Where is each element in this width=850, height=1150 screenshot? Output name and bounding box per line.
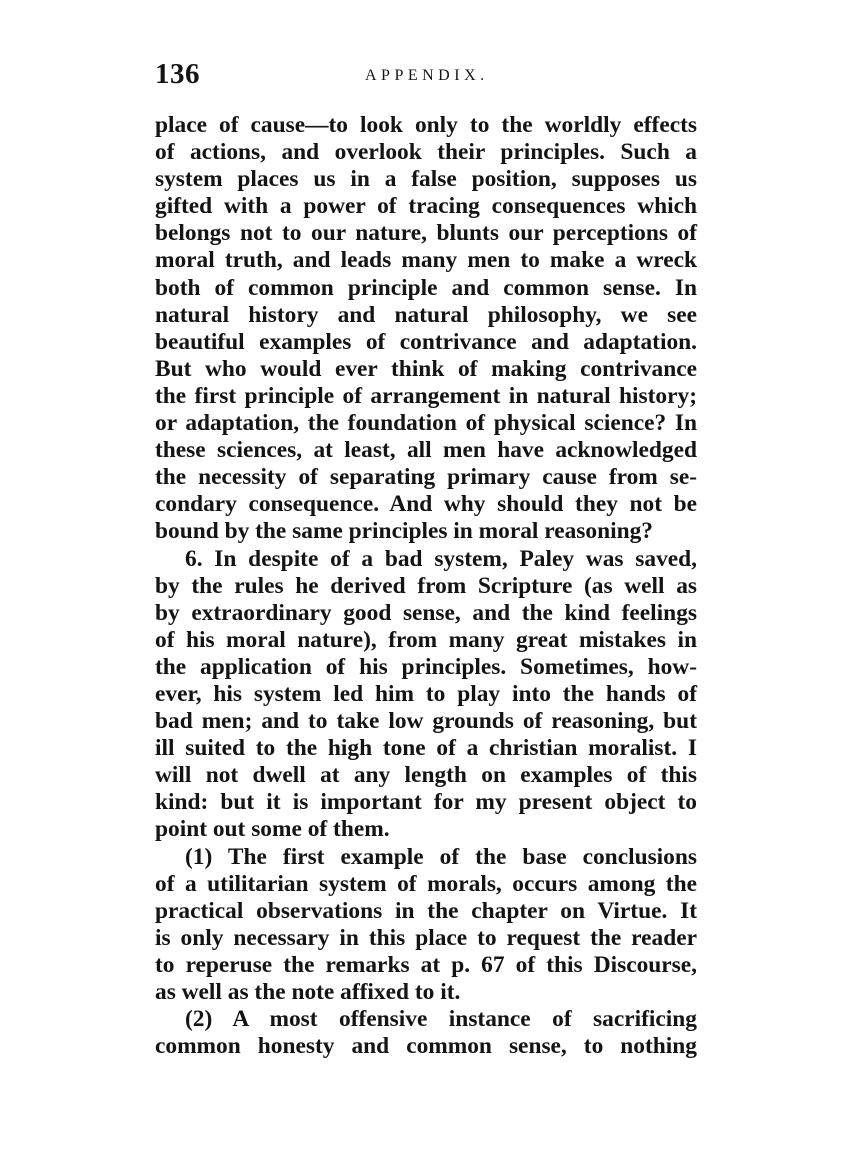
text-line: the application of his principles. Sometimes, how- [155, 653, 697, 680]
page-header [155, 58, 700, 98]
text-line: of actions, and overlook their principles. Such a [155, 139, 697, 166]
text-line: But who would ever think of making contrivance [155, 355, 697, 382]
text-line: ever, his system led him to play into the hands of [155, 680, 697, 707]
text-line: place of cause—to look only to the worldly effects [155, 112, 697, 138]
text-line: these sciences, at least, all men have acknowledged [155, 437, 697, 464]
text-line: of his moral nature), from many great mistakes in [155, 626, 697, 653]
text-line: kind: but it is important for my present object to [155, 789, 697, 816]
text-line: system places us in a false position, supposes us [155, 166, 697, 193]
text-line: beautiful examples of contrivance and adaptation. [155, 328, 697, 355]
text-line: the necessity of separating primary cause from se- [155, 464, 697, 491]
text-line: practical observations in the chapter on Virtue. It [155, 897, 697, 924]
text-line: belongs not to our nature, blunts our perceptions of [155, 220, 697, 247]
text-line: both of common principle and common sense. In [155, 274, 697, 301]
text-line: (1) The first example of the base conclusions [185, 843, 697, 870]
page-number: 136 [155, 58, 200, 90]
text-line: ill suited to the high tone of a christian moralist. I [155, 735, 697, 762]
text-line: 6. In despite of a bad system, Paley was saved, [185, 545, 697, 572]
text-line: of a utilitarian system of morals, occurs among the [155, 870, 697, 897]
text-line: as well as the note affixed to it. [155, 979, 461, 1005]
text-line: condary consequence. And why should they not be [155, 491, 697, 518]
text-line: bound by the same principles in moral reasoning? [155, 518, 653, 545]
text-line: will not dwell at any length on examples of this [155, 762, 697, 789]
text-line: the first principle of arrangement in natural history; [155, 382, 697, 409]
text-line: by extraordinary good sense, and the kind feelings [155, 599, 697, 626]
text-line: common honesty and common sense, to nothing [155, 1033, 697, 1060]
text-line: to reperuse the remarks at p. 67 of this Discourse, [155, 951, 697, 978]
text-line: or adaptation, the foundation of physical science? In [155, 410, 697, 437]
text-line: point out some of them. [155, 816, 390, 843]
running-head: APPENDIX. [365, 67, 489, 84]
text-line: by the rules he derived from Scripture (as well as [155, 572, 697, 599]
text-line: gifted with a power of tracing consequences which [155, 193, 697, 220]
text-line: (2) A most offensive instance of sacrificing [185, 1006, 697, 1033]
text-line: is only necessary in this place to request the reader [155, 924, 697, 951]
text-line: moral truth, and leads many men to make a wreck [155, 247, 697, 274]
text-line: natural history and natural philosophy, we see [155, 301, 697, 328]
text-line: bad men; and to take low grounds of reasoning, but [155, 708, 697, 735]
page-body [155, 112, 697, 1060]
